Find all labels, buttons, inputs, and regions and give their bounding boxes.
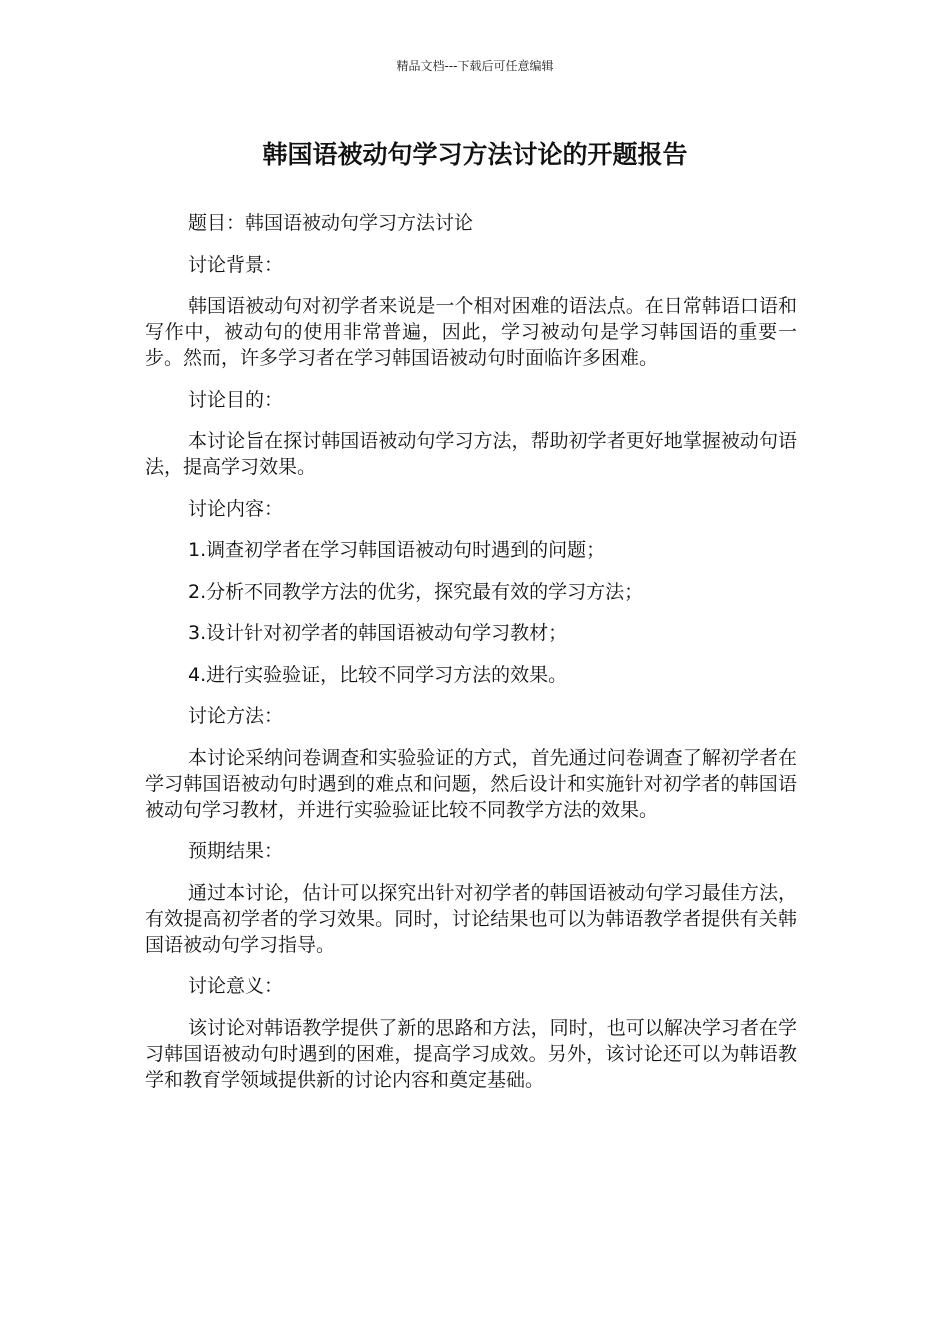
section-heading-background: 讨论背景：: [188, 253, 284, 276]
section-heading-expected-results: 预期结果：: [188, 840, 284, 862]
document-title: 韩国语被动句学习方法讨论的开题报告: [262, 140, 688, 169]
document-body: [145, 210, 797, 1108]
topic-line: 题目：韩国语被动句学习方法讨论: [188, 212, 474, 234]
expected-results-paragraph: 通过本讨论，估计可以探究出针对初学者的韩国语被动句学习最佳方法，有效提高初学者的学习效果。同时，讨论结果也可以为韩语教学者提供有关韩国语被动句学习指导。: [145, 881, 797, 956]
content-item-2: 2.分析不同教学方法的优劣，探究最有效的学习方法；: [188, 580, 644, 603]
section-heading-content: 讨论内容：: [188, 497, 284, 520]
purpose-paragraph: 本讨论旨在探讨韩国语被动句学习方法，帮助初学者更好地掌握被动句语法，提高学习效果。: [145, 430, 797, 478]
content-item-1: 1.调查初学者在学习韩国语被动句时遇到的问题；: [188, 539, 606, 561]
header-note: 精品文档---下载后可任意编辑: [396, 59, 554, 73]
content-item-3: 3.设计针对初学者的韩国语被动句学习教材；: [188, 622, 568, 644]
section-heading-purpose: 讨论目的：: [188, 388, 284, 411]
significance-paragraph: 该讨论对韩语教学提供了新的思路和方法，同时，也可以解决学习者在学习韩国语被动句时遇到的困难，提高学习成效。另外，该讨论还可以为韩语教学和教育学领域提供新的讨论内容和奠定基础。: [145, 1016, 797, 1091]
method-paragraph: 本讨论采纳问卷调查和实验验证的方式，首先通过问卷调查了解初学者在学习韩国语被动句时遇到的难点和问题，然后设计和实施针对初学者的韩国语被动句学习教材，并进行实验验证比较不同教学方法的效果。: [145, 746, 797, 821]
section-heading-significance: 讨论意义：: [188, 975, 284, 997]
content-item-4: 4.进行实验验证，比较不同学习方法的效果。: [188, 663, 568, 686]
section-heading-method: 讨论方法：: [188, 705, 284, 727]
background-paragraph: 韩国语被动句对初学者来说是一个相对困难的语法点。在日常韩语口语和写作中，被动句的使用非常普遍，因此，学习被动句是学习韩国语的重要一步。然而，许多学习者在学习韩国语被动句时面临许多困难。: [145, 295, 797, 369]
